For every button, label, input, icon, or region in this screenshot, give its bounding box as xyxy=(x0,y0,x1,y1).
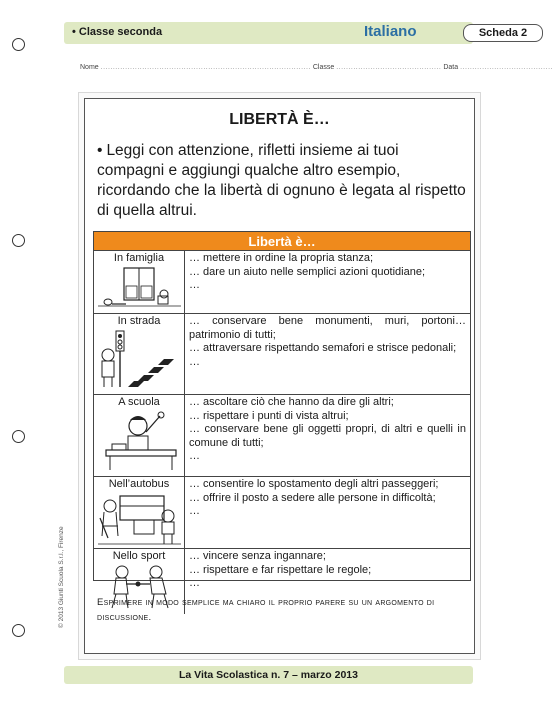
subject-title: Italiano xyxy=(364,23,417,40)
class-field-label: Classe xyxy=(312,64,335,71)
instructions xyxy=(97,141,467,221)
row-line: … xyxy=(189,450,200,462)
row-label: Nello sport xyxy=(112,550,166,562)
row-illustration-cell xyxy=(94,314,185,394)
row-line: … mettere in ordine la propria stanza; xyxy=(189,252,374,264)
student-info-line xyxy=(80,64,553,71)
table-row xyxy=(94,477,470,549)
binder-hole-4 xyxy=(12,624,25,637)
instructions-text: Leggi con attenzione, rifletti insieme ai tuoi compagni e aggiungi qualche altro esempio, ricordando che la libertà di ognuno è legata al rispetto di quella altrui. xyxy=(97,142,466,219)
row-illustration-cell xyxy=(94,395,185,476)
row-illustration-cell xyxy=(94,251,185,313)
table-row xyxy=(94,251,470,314)
row-line: … xyxy=(189,279,200,291)
row-text-cell xyxy=(185,395,470,476)
row-text-cell xyxy=(185,477,470,548)
row-line: … xyxy=(189,505,200,517)
row-label: Nell’autobus xyxy=(108,478,170,490)
discussion-prompt: Esprimere in modo semplice ma chiaro il proprio parere su un argomento di discussione. xyxy=(97,597,435,623)
table-row xyxy=(94,395,470,477)
class-label: • Classe seconda xyxy=(72,26,163,38)
family-room-illustration xyxy=(98,266,181,310)
row-label: A scuola xyxy=(118,396,160,408)
row-line: … conservare bene monumenti, muri, portoni… patrimonio di tutti; xyxy=(189,315,466,341)
row-line: … xyxy=(189,577,200,589)
date-field[interactable]: ...................................... xyxy=(460,64,553,71)
name-label: Nome xyxy=(80,64,99,71)
row-line: … conservare bene gli oggetti propri, di altri e quelli in comune di tutti; xyxy=(189,423,466,449)
row-label: In strada xyxy=(117,315,161,327)
row-line: … ascoltare ciò che hanno da dire gli altri; xyxy=(189,396,394,408)
row-line: … xyxy=(189,355,200,368)
row-label: In famiglia xyxy=(113,252,165,264)
header-band xyxy=(64,22,528,44)
classroom-illustration xyxy=(98,410,181,472)
row-line: … consentire lo spostamento degli altri passeggeri; xyxy=(189,478,439,490)
name-field[interactable]: ...................................................................................... xyxy=(100,64,311,71)
street-crossing-illustration xyxy=(98,329,181,391)
table-heading: Libertà è… xyxy=(94,232,470,251)
row-line: … rispettare e far rispettare le regole; xyxy=(189,563,372,576)
binder-hole-3 xyxy=(12,430,25,443)
row-line: … attraversare rispettando semafori e strisce pedonali; xyxy=(189,342,457,354)
row-line: … dare un aiuto nelle semplici azioni quotidiane; xyxy=(189,265,426,278)
page-title: LIBERTÀ È… xyxy=(229,111,330,128)
worksheet-frame xyxy=(84,98,475,654)
table-row xyxy=(94,314,470,395)
worksheet-card xyxy=(78,92,481,660)
binder-hole-2 xyxy=(12,234,25,247)
class-field[interactable]: ........................................... xyxy=(336,64,442,71)
date-label: Data xyxy=(443,64,459,71)
row-line: … vincere senza ingannare; xyxy=(189,550,326,562)
row-line: … offrire il posto a sedere alle persone in difficoltà; xyxy=(189,491,436,504)
liberty-table xyxy=(93,231,471,589)
bullet-icon: • xyxy=(97,142,103,159)
binder-hole-1 xyxy=(12,38,25,51)
copyright: © 2013 Giunti Scuola S.r.l., Firenze xyxy=(58,526,65,628)
row-text-cell xyxy=(185,251,470,313)
bus-seat-illustration xyxy=(98,492,181,546)
row-text-cell xyxy=(185,314,470,394)
row-illustration-cell xyxy=(94,477,185,548)
row-line: … rispettare i punti di vista altrui; xyxy=(189,409,349,422)
footer-band: La Vita Scolastica n. 7 – marzo 2013 xyxy=(64,666,473,684)
sheet-badge: Scheda 2 xyxy=(463,24,543,42)
